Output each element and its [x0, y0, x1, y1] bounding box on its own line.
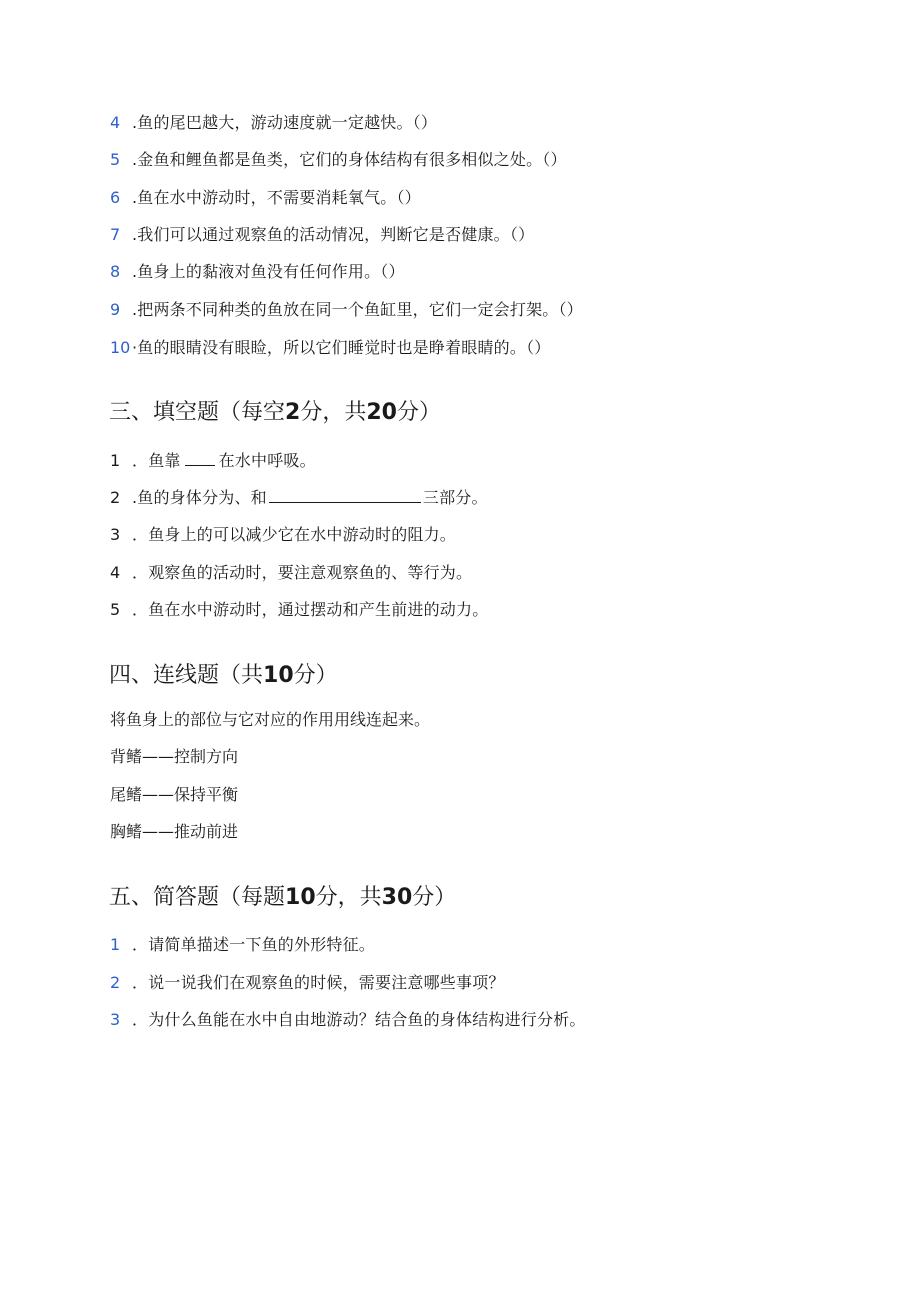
judge-item [110, 261, 405, 283]
section-title-match [109, 661, 338, 691]
item-text: .鱼在水中游动时，不需要消耗氧气。（） [132, 188, 421, 207]
fill-item [110, 524, 456, 546]
title-part: 分） [396, 400, 441, 425]
answer-blank[interactable] [269, 488, 421, 503]
title-part: 四、连线题（共 [109, 663, 264, 688]
answer-blank[interactable] [185, 451, 215, 466]
item-text: .鱼身上的黏液对鱼没有任何作用。（） [132, 262, 405, 281]
fill-item [110, 487, 488, 509]
item-number: 3 [110, 525, 121, 544]
judge-item [110, 149, 567, 171]
item-text: ．鱼在水中游动时，通过摆动和产生前进的动力。 [132, 600, 489, 619]
judge-item [110, 112, 437, 134]
item-number: 9 [110, 300, 121, 319]
section-title-fill [109, 398, 441, 428]
item-number: 5 [110, 150, 121, 169]
section-title-short [109, 883, 456, 913]
item-text: ．观察鱼的活动时，要注意观察鱼的、等行为。 [132, 563, 473, 582]
item-text: .金鱼和鲤鱼都是鱼类，它们的身体结构有很多相似之处。（） [132, 150, 567, 169]
fill-item [110, 450, 316, 472]
short-item [110, 934, 375, 956]
item-number: 10 [110, 338, 131, 357]
short-item [110, 1009, 586, 1031]
judge-item [110, 224, 534, 246]
item-number: 1 [110, 451, 121, 470]
item-text-post: 在水中呼吸。 [218, 451, 316, 470]
title-part: 分） [293, 663, 338, 688]
title-part: 分，共 [300, 400, 367, 425]
title-part: 分，共 [315, 885, 382, 910]
item-number: 4 [110, 563, 121, 582]
item-text: ．说一说我们在观察鱼的时候，需要注意哪些事项？ [132, 973, 505, 992]
item-number: 3 [110, 1010, 121, 1029]
item-number: 2 [110, 488, 121, 507]
title-part: 10 [263, 663, 294, 688]
judge-item [110, 187, 421, 209]
match-intro: 将鱼身上的部位与它对应的作用用线连起来。 [110, 710, 431, 729]
short-item [110, 972, 505, 994]
title-part: 30 [381, 885, 413, 910]
fill-item [110, 562, 472, 584]
item-text: ．请简单描述一下鱼的外形特征。 [132, 935, 376, 954]
title-part: 五、简答题（每题 [109, 885, 286, 910]
match-line: 背鳍——控制方向 [110, 747, 239, 766]
item-number: 1 [110, 935, 121, 954]
item-number: 2 [110, 973, 121, 992]
match-line: 尾鳍——保持平衡 [110, 785, 239, 804]
item-number: 7 [110, 225, 121, 244]
match-line: 胸鳍——推动前进 [110, 822, 239, 841]
title-part: 20 [366, 400, 397, 425]
item-number: 6 [110, 188, 121, 207]
judge-item [110, 337, 551, 359]
title-part: 10 [285, 885, 316, 910]
item-text: .我们可以通过观察鱼的活动情况，判断它是否健康。（） [132, 225, 535, 244]
item-number: 8 [110, 262, 121, 281]
item-text-pre: .鱼的身体分为、和 [132, 488, 267, 507]
item-text: .把两条不同种类的鱼放在同一个鱼缸里，它们一定会打架。（） [132, 300, 583, 319]
judge-item [110, 299, 583, 321]
item-text: ·鱼的眼睛没有眼睑，所以它们睡觉时也是睁着眼睛的。（） [132, 338, 551, 357]
title-part: 分） [412, 885, 457, 910]
item-text: ．鱼身上的可以减少它在水中游动时的阻力。 [132, 525, 457, 544]
item-text: ．为什么鱼能在水中自由地游动？结合鱼的身体结构进行分析。 [132, 1010, 586, 1029]
fill-item [110, 599, 488, 621]
item-text: .鱼的尾巴越大，游动速度就一定越快。（） [132, 113, 438, 132]
item-number: 4 [110, 113, 121, 132]
item-text-post: 三部分。 [422, 488, 488, 507]
title-part: 三、填空题（每空 [109, 400, 286, 425]
title-part: 2 [285, 400, 301, 425]
item-text-pre: ．鱼靠 [132, 451, 181, 470]
item-number: 5 [110, 600, 121, 619]
